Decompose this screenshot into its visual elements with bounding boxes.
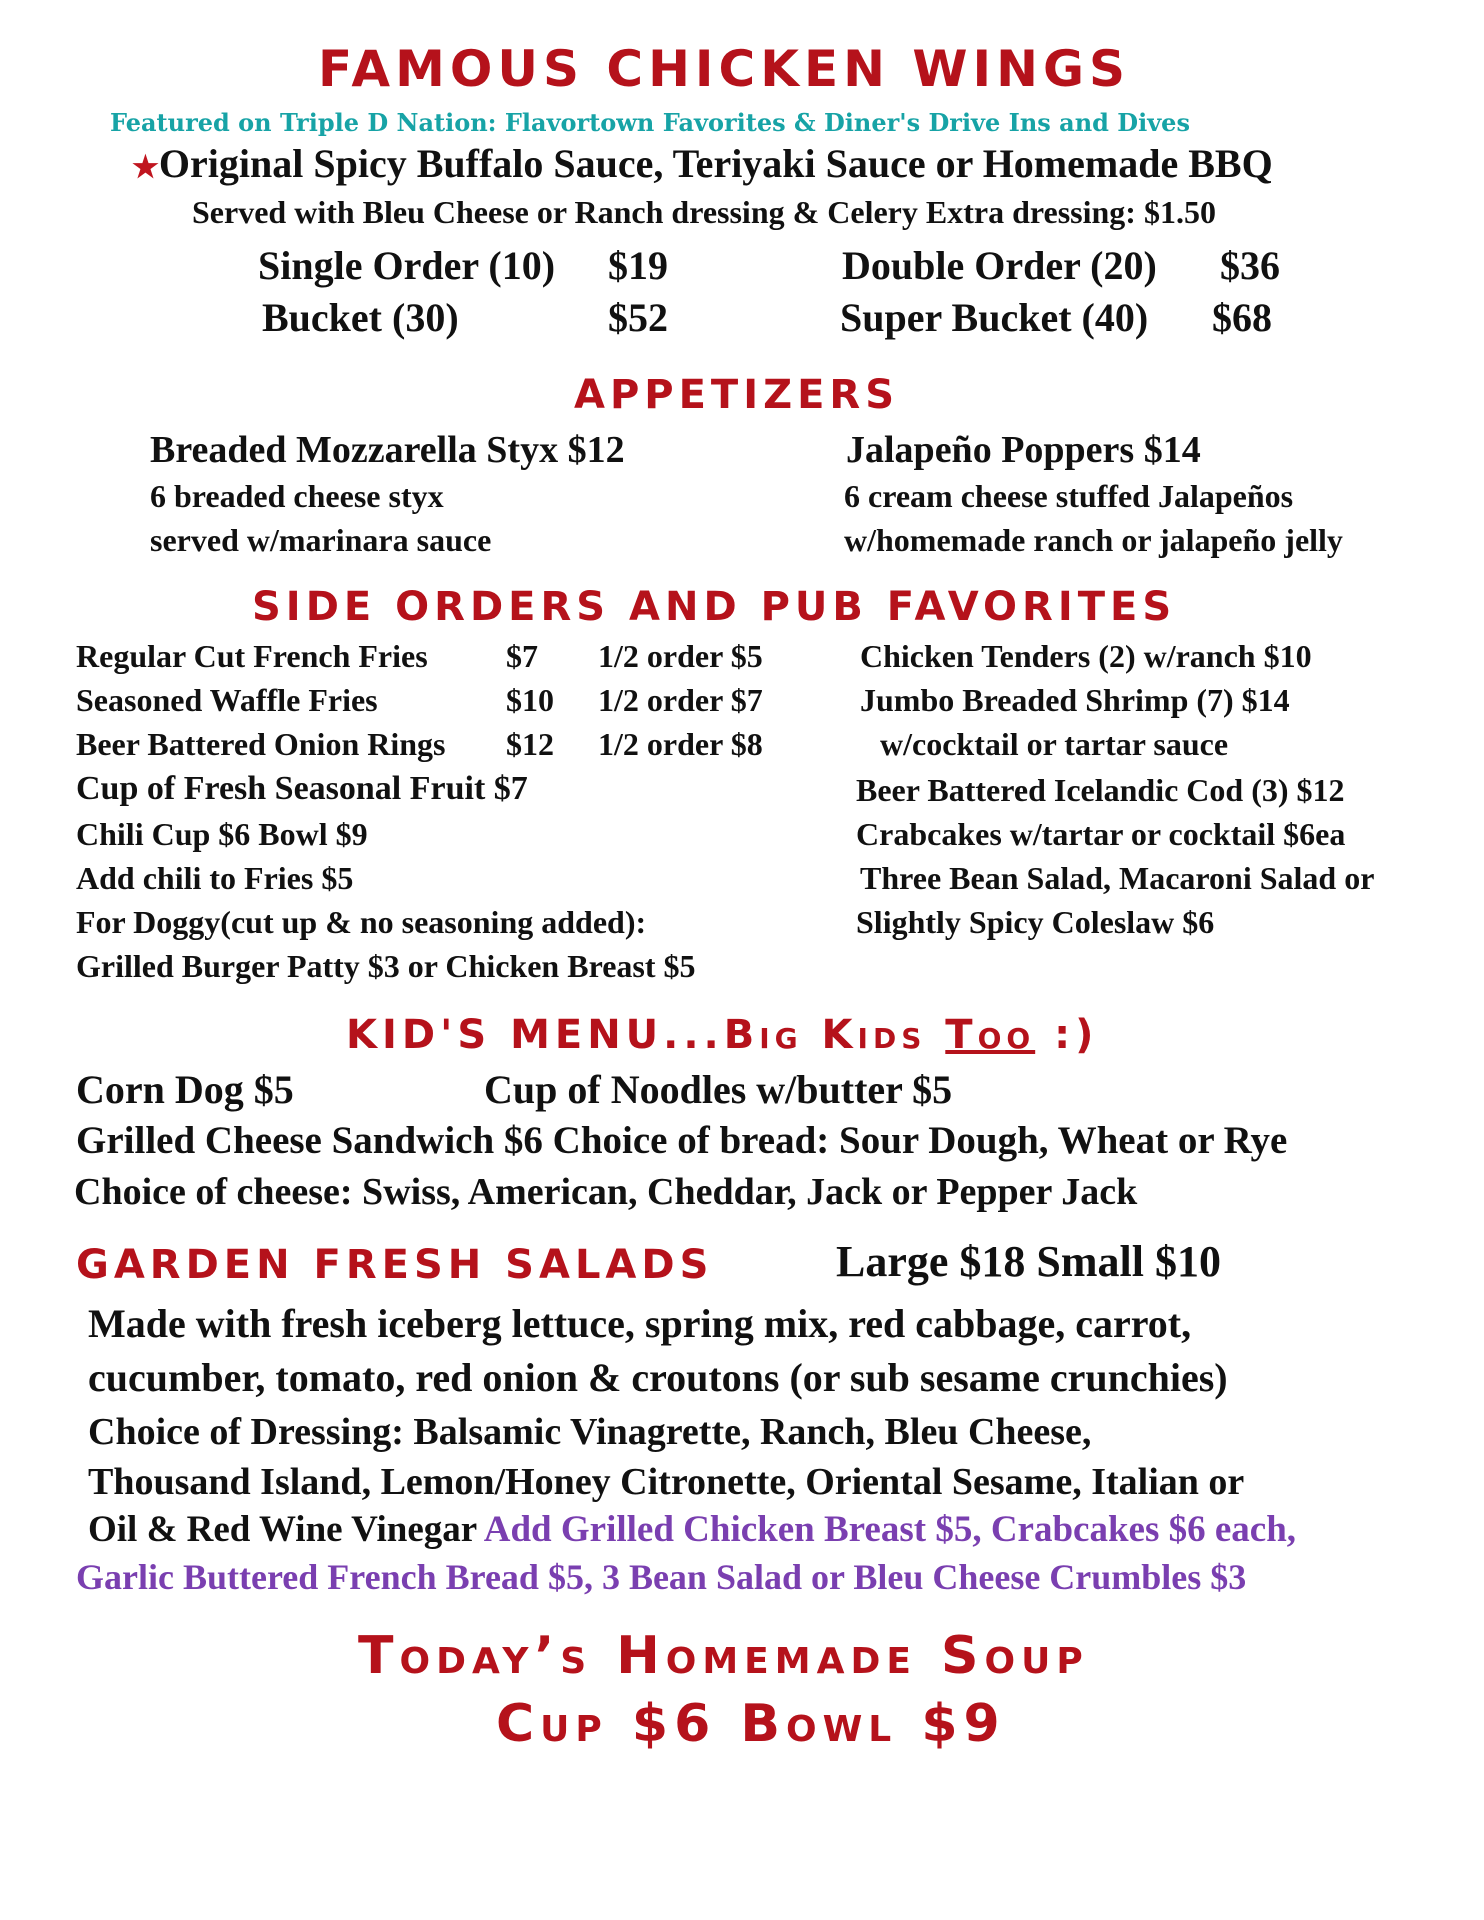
super-bucket-price: $68 — [1212, 295, 1272, 340]
salad-line-5a: Oil & Red Wine Vinegar — [88, 1509, 484, 1550]
side-right-item: Chicken Tenders (2) w/ranch $10 — [860, 638, 1312, 674]
kids-title-c: Too — [945, 1012, 1036, 1058]
star-icon: ★ — [132, 151, 159, 184]
salads-title: GARDEN FRESH SALADS — [76, 1242, 714, 1288]
side-right-item: Three Bean Salad, Macaroni Salad or — [860, 860, 1375, 896]
side-item-half: 1/2 order $5 — [598, 638, 763, 674]
double-price: $36 — [1220, 243, 1280, 288]
side-item-price: $7 — [506, 638, 538, 674]
salad-line-1: Made with fresh iceberg lettuce, spring mix, red cabbage, carrot, — [88, 1301, 1192, 1346]
side-right-item: Slightly Spicy Coleslaw $6 — [856, 904, 1215, 940]
grilled-cheese: Grilled Cheese Sandwich $6 Choice of bread: Sour Dough, Wheat or Rye — [76, 1119, 1288, 1162]
side-item-name: Beer Battered Onion Rings — [76, 726, 446, 762]
mozzarella-desc-1: 6 breaded cheese styx — [150, 478, 444, 514]
side-right-item: Crabcakes w/tartar or cocktail $6ea — [856, 816, 1346, 852]
bucket-price: $52 — [608, 295, 668, 340]
super-bucket-order: Super Bucket (40) — [840, 295, 1149, 340]
cheese-choice: Choice of cheese: Swiss, American, Cheddar, Jack or Pepper Jack — [74, 1171, 1138, 1213]
sauces-line — [132, 140, 1273, 187]
jalapeno-poppers: Jalapeño Poppers $14 — [846, 429, 1201, 471]
side-right-item: Jumbo Breaded Shrimp (7) $14 — [860, 682, 1290, 718]
side-item-half: 1/2 order $8 — [598, 726, 763, 762]
side-right-item: w/cocktail or tartar sauce — [880, 726, 1229, 762]
mozzarella-styx: Breaded Mozzarella Styx $12 — [150, 429, 625, 471]
soup-prices: Cup $6 Bowl $9 — [496, 1694, 1006, 1754]
mozzarella-desc-2: served w/marinara sauce — [150, 522, 492, 558]
fruit-cup: Cup of Fresh Seasonal Fruit $7 — [76, 770, 528, 807]
corn-dog: Corn Dog $5 — [76, 1067, 294, 1112]
salad-line-3: Choice of Dressing: Balsamic Vinagrette, Ranch, Bleu Cheese, — [88, 1411, 1092, 1453]
kids-title-d: :) — [1035, 1012, 1099, 1058]
salad-addons-1: Add Grilled Chicken Breast $5, Crabcakes $6 each, — [483, 1509, 1297, 1550]
side-item-half: 1/2 order $7 — [598, 682, 763, 718]
appetizers-title: APPETIZERS — [574, 372, 900, 418]
salad-line-5 — [88, 1508, 1296, 1551]
bucket-order: Bucket (30) — [262, 295, 459, 340]
salad-addons-2: Garlic Buttered French Bread $5, 3 Bean Salad or Bleu Cheese Crumbles $3 — [76, 1557, 1247, 1597]
chili-fries: Add chili to Fries $5 — [76, 860, 354, 896]
doggy-line-2: Grilled Burger Patty $3 or Chicken Breast $5 — [76, 948, 696, 984]
kids-title-a: KID'S MENU... — [346, 1012, 724, 1058]
sides-title: SIDE ORDERS AND PUB FAVORITES — [252, 584, 1177, 630]
side-item-price: $10 — [506, 682, 554, 718]
soup-title: Today’s Homemade Soup — [358, 1626, 1089, 1686]
single-price: $19 — [608, 243, 668, 288]
kids-title-b: Big Kids — [723, 1012, 946, 1058]
sauces-text: Original Spicy Buffalo Sauce, Teriyaki Sauce or Homemade BBQ — [158, 141, 1273, 186]
salad-line-4: Thousand Island, Lemon/Honey Citronette, Oriental Sesame, Italian or — [88, 1461, 1245, 1503]
salad-prices: Large $18 Small $10 — [836, 1237, 1221, 1286]
side-item-name: Regular Cut French Fries — [76, 638, 428, 674]
wings-title: FAMOUS CHICKEN WINGS — [318, 40, 1131, 98]
side-item-price: $12 — [506, 726, 554, 762]
jalapeno-desc-1: 6 cream cheese stuffed Jalapeños — [844, 478, 1294, 514]
kids-title — [346, 1012, 1098, 1058]
double-order: Double Order (20) — [842, 243, 1157, 288]
salad-line-2: cucumber, tomato, red onion & croutons (or sub sesame crunchies) — [88, 1355, 1228, 1400]
jalapeno-desc-2: w/homemade ranch or jalapeño jelly — [844, 522, 1343, 558]
featured-line: Featured on Triple D Nation: Flavortown Favorites & Diner's Drive Ins and Dives — [110, 108, 1190, 137]
served-line: Served with Bleu Cheese or Ranch dressing & Celery Extra dressing: $1.50 — [192, 194, 1216, 230]
side-right-item: Beer Battered Icelandic Cod (3) $12 — [856, 772, 1345, 808]
side-item-name: Seasoned Waffle Fries — [76, 682, 378, 718]
chili: Chili Cup $6 Bowl $9 — [76, 816, 368, 852]
cup-of-noodles: Cup of Noodles w/butter $5 — [484, 1067, 953, 1112]
single-order: Single Order (10) — [258, 243, 556, 288]
doggy-line-1: For Doggy(cut up & no seasoning added): — [76, 904, 647, 940]
